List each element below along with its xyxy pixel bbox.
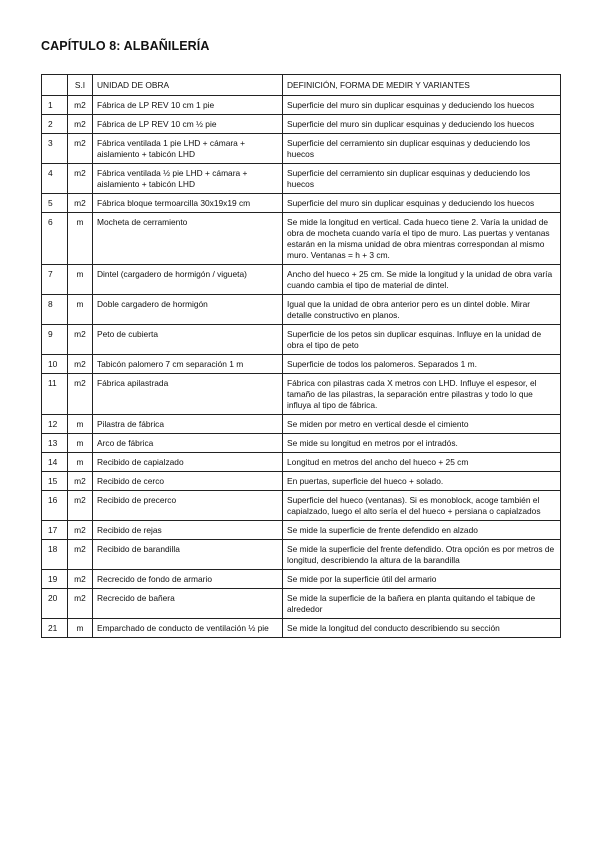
row-unit-symbol-cell: m2 xyxy=(68,570,93,589)
table-row xyxy=(42,213,561,265)
page-title: CAPÍTULO 8: ALBAÑILERÍA xyxy=(41,39,210,53)
row-definition-cell: Se miden por metro en vertical desde el cimiento xyxy=(283,415,561,434)
row-number-cell: 8 xyxy=(42,295,68,325)
row-number-cell: 4 xyxy=(42,164,68,194)
row-unit-symbol-cell: m2 xyxy=(68,325,93,355)
table-row xyxy=(42,453,561,472)
row-number-cell: 17 xyxy=(42,521,68,540)
row-number-cell: 16 xyxy=(42,491,68,521)
row-number-cell: 14 xyxy=(42,453,68,472)
row-definition-cell: Se mide la superficie del frente defendido. Otra opción es por metros de longitud, describiendo la altura de la barandilla xyxy=(283,540,561,570)
table-body xyxy=(42,96,561,638)
row-number-cell: 19 xyxy=(42,570,68,589)
row-number-cell: 10 xyxy=(42,355,68,374)
row-work-unit-cell: Recibido de precerco xyxy=(93,491,283,521)
table-row xyxy=(42,491,561,521)
row-work-unit-cell: Dintel (cargadero de hormigón / vigueta) xyxy=(93,265,283,295)
row-number-cell: 15 xyxy=(42,472,68,491)
header-unit: UNIDAD DE OBRA xyxy=(93,75,283,96)
row-unit-symbol-cell: m2 xyxy=(68,134,93,164)
row-definition-cell: Se mide por la superficie útil del armario xyxy=(283,570,561,589)
table-row xyxy=(42,619,561,638)
row-number-cell: 9 xyxy=(42,325,68,355)
row-unit-symbol-cell: m2 xyxy=(68,96,93,115)
row-work-unit-cell: Fábrica bloque termoarcilla 30x19x19 cm xyxy=(93,194,283,213)
row-number-cell: 12 xyxy=(42,415,68,434)
row-definition-cell: Longitud en metros del ancho del hueco + 25 cm xyxy=(283,453,561,472)
row-unit-symbol-cell: m2 xyxy=(68,589,93,619)
table-row xyxy=(42,265,561,295)
row-work-unit-cell: Arco de fábrica xyxy=(93,434,283,453)
row-unit-symbol-cell: m2 xyxy=(68,355,93,374)
row-number-cell: 18 xyxy=(42,540,68,570)
row-definition-cell: Ancho del hueco + 25 cm. Se mide la longitud y la unidad de obra varía cuando cambia el tipo de material de dintel. xyxy=(283,265,561,295)
row-definition-cell: Superficie del cerramiento sin duplicar esquinas y deduciendo los huecos xyxy=(283,164,561,194)
row-number-cell: 6 xyxy=(42,213,68,265)
row-work-unit-cell: Fábrica apilastrada xyxy=(93,374,283,415)
row-definition-cell: Se mide la longitud del conducto describiendo su sección xyxy=(283,619,561,638)
row-unit-symbol-cell: m2 xyxy=(68,521,93,540)
row-work-unit-cell: Peto de cubierta xyxy=(93,325,283,355)
row-number-cell: 1 xyxy=(42,96,68,115)
row-definition-cell: Superficie de todos los palomeros. Separados 1 m. xyxy=(283,355,561,374)
row-number-cell: 5 xyxy=(42,194,68,213)
table-row xyxy=(42,415,561,434)
header-number xyxy=(42,75,68,96)
row-work-unit-cell: Recibido de barandilla xyxy=(93,540,283,570)
row-number-cell: 21 xyxy=(42,619,68,638)
row-unit-symbol-cell: m xyxy=(68,434,93,453)
row-definition-cell: Se mide la longitud en vertical. Cada hueco tiene 2. Varía la unidad de obra de mocheta cuando varía el tipo de muro. Las puertas y ventanas estarán en la misma unidad de obra mientras correspondan al mismo muro. Ventanas = h + 3 cm. xyxy=(283,213,561,265)
row-number-cell: 2 xyxy=(42,115,68,134)
row-work-unit-cell: Recibido de rejas xyxy=(93,521,283,540)
row-unit-symbol-cell: m2 xyxy=(68,374,93,415)
row-definition-cell: Superficie del muro sin duplicar esquinas y deduciendo los huecos xyxy=(283,194,561,213)
row-unit-symbol-cell: m xyxy=(68,213,93,265)
table-row xyxy=(42,194,561,213)
header-definition: DEFINICIÓN, FORMA DE MEDIR Y VARIANTES xyxy=(283,75,561,96)
table-row xyxy=(42,540,561,570)
row-unit-symbol-cell: m2 xyxy=(68,472,93,491)
table-row xyxy=(42,521,561,540)
row-unit-symbol-cell: m2 xyxy=(68,194,93,213)
row-work-unit-cell: Fábrica de LP REV 10 cm ½ pie xyxy=(93,115,283,134)
row-unit-symbol-cell: m xyxy=(68,415,93,434)
row-definition-cell: Se mide su longitud en metros por el intradós. xyxy=(283,434,561,453)
table-row xyxy=(42,570,561,589)
table-row xyxy=(42,374,561,415)
row-work-unit-cell: Recibido de capialzado xyxy=(93,453,283,472)
row-number-cell: 13 xyxy=(42,434,68,453)
row-definition-cell: Superficie del hueco (ventanas). Si es monoblock, acoge también el capialzado, luego el alto sería el del hueco + persiana o capialzados xyxy=(283,491,561,521)
row-definition-cell: En puertas, superficie del hueco + solado. xyxy=(283,472,561,491)
row-definition-cell: Superficie del muro sin duplicar esquinas y deduciendo los huecos xyxy=(283,115,561,134)
row-work-unit-cell: Recrecido de fondo de armario xyxy=(93,570,283,589)
measurement-table xyxy=(41,74,561,638)
row-work-unit-cell: Fábrica ventilada ½ pie LHD + cámara + aislamiento + tabicón LHD xyxy=(93,164,283,194)
table-row xyxy=(42,134,561,164)
row-work-unit-cell: Recibido de cerco xyxy=(93,472,283,491)
row-unit-symbol-cell: m xyxy=(68,619,93,638)
row-unit-symbol-cell: m2 xyxy=(68,164,93,194)
row-work-unit-cell: Pilastra de fábrica xyxy=(93,415,283,434)
row-unit-symbol-cell: m xyxy=(68,453,93,472)
row-number-cell: 20 xyxy=(42,589,68,619)
table-row xyxy=(42,355,561,374)
table-row xyxy=(42,589,561,619)
row-definition-cell: Fábrica con pilastras cada X metros con LHD. Influye el espesor, el tamaño de las pilastras, la separación entre pilastras y todo lo que influya al tipo de fábrica. xyxy=(283,374,561,415)
table-row xyxy=(42,96,561,115)
table-row xyxy=(42,295,561,325)
row-work-unit-cell: Doble cargadero de hormigón xyxy=(93,295,283,325)
row-unit-symbol-cell: m xyxy=(68,265,93,295)
row-definition-cell: Superficie del cerramiento sin duplicar esquinas y deduciendo los huecos xyxy=(283,134,561,164)
row-definition-cell: Igual que la unidad de obra anterior pero es un dintel doble. Mirar detalle constructivo en planos. xyxy=(283,295,561,325)
row-number-cell: 3 xyxy=(42,134,68,164)
table-row xyxy=(42,472,561,491)
table-row xyxy=(42,325,561,355)
row-unit-symbol-cell: m xyxy=(68,295,93,325)
row-unit-symbol-cell: m2 xyxy=(68,115,93,134)
table-header-row xyxy=(42,75,561,96)
row-definition-cell: Superficie de los petos sin duplicar esquinas. Influye en la unidad de obra el tipo de peto xyxy=(283,325,561,355)
header-si: S.I xyxy=(68,75,93,96)
row-unit-symbol-cell: m2 xyxy=(68,540,93,570)
row-unit-symbol-cell: m2 xyxy=(68,491,93,521)
table-row xyxy=(42,115,561,134)
row-work-unit-cell: Emparchado de conducto de ventilación ½ pie xyxy=(93,619,283,638)
row-definition-cell: Superficie del muro sin duplicar esquinas y deduciendo los huecos xyxy=(283,96,561,115)
row-number-cell: 11 xyxy=(42,374,68,415)
table-row xyxy=(42,434,561,453)
row-definition-cell: Se mide la superficie de la bañera en planta quitando el tabique de alrededor xyxy=(283,589,561,619)
row-work-unit-cell: Fábrica de LP REV 10 cm 1 pie xyxy=(93,96,283,115)
table-row xyxy=(42,164,561,194)
row-work-unit-cell: Mocheta de cerramiento xyxy=(93,213,283,265)
row-work-unit-cell: Tabicón palomero 7 cm separación 1 m xyxy=(93,355,283,374)
row-definition-cell: Se mide la superficie de frente defendido en alzado xyxy=(283,521,561,540)
row-number-cell: 7 xyxy=(42,265,68,295)
row-work-unit-cell: Recrecido de bañera xyxy=(93,589,283,619)
row-work-unit-cell: Fábrica ventilada 1 pie LHD + cámara + aislamiento + tabicón LHD xyxy=(93,134,283,164)
